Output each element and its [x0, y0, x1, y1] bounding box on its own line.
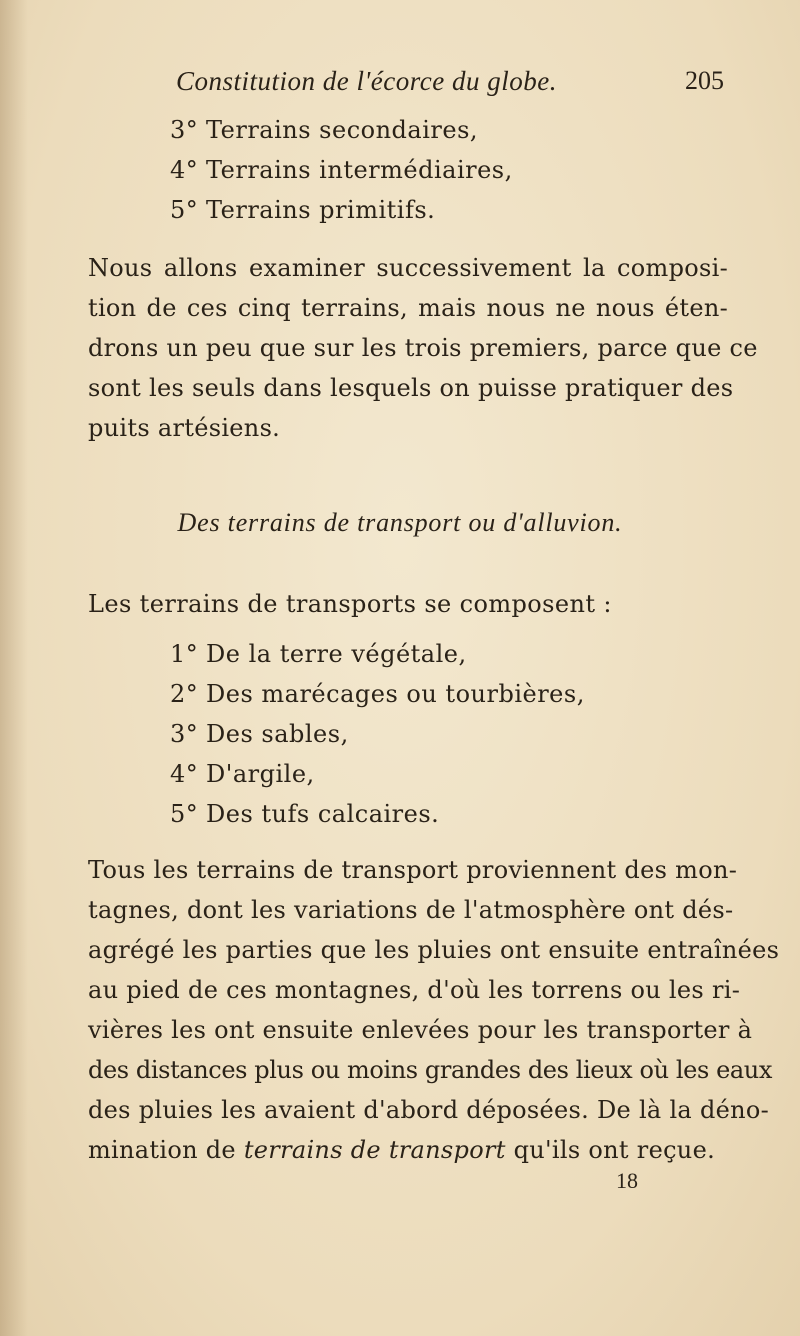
text-line-final [88, 1136, 728, 1164]
text-line: Nous allons examiner successivement la composi- [88, 254, 728, 282]
text-line: des distances plus ou moins grandes des lieux où les eaux [88, 1056, 772, 1084]
text-line: agrégé les parties que les pluies ont ensuite entraînées [88, 936, 780, 964]
list-item-text: De la terre végétale, [206, 640, 467, 668]
text-line: drons un peu que sur les trois premiers, parce que ce [88, 334, 758, 362]
list-item-text: Terrains secondaires, [206, 116, 479, 144]
text-segment: mination de [88, 1136, 244, 1164]
list-item [170, 116, 478, 144]
list-item [170, 680, 585, 708]
list-item-text: Terrains intermédiaires, [206, 156, 513, 184]
text-line: au pied de ces montagnes, d'où les torrens ou les ri- [88, 976, 741, 1004]
list-item-number: 4° [170, 156, 199, 184]
text-line: Tous les terrains de transport proviennent des mon- [88, 856, 738, 884]
italic-term: terrains de transport [243, 1136, 506, 1164]
intro-line: Les terrains de transports se composent : [88, 590, 612, 618]
list-item [170, 156, 513, 184]
page-number: 205 [685, 66, 724, 95]
list-item-text: Des sables, [206, 720, 349, 748]
list-item-number: 3° [170, 116, 199, 144]
list-item-number: 5° [170, 196, 199, 224]
running-title: Constitution de l'écorce du globe. [176, 66, 557, 96]
list-item [170, 640, 467, 668]
page-header [176, 66, 728, 100]
list-item-number: 3° [170, 720, 199, 748]
text-line: tion de ces cinq terrains, mais nous ne nous éten- [88, 294, 728, 322]
text-line: des pluies les avaient d'abord déposées. De là la déno- [88, 1096, 770, 1124]
text-line: vières les ont ensuite enlevées pour les transporter à [88, 1016, 753, 1044]
list-item [170, 720, 349, 748]
list-item [170, 760, 315, 788]
text-line: puits artésiens. [88, 414, 281, 442]
text-segment: qu'ils ont reçue. [505, 1136, 716, 1164]
list-item-number: 2° [170, 680, 199, 708]
section-heading: Des terrains de transport ou d'alluvion. [177, 508, 623, 537]
text-line: sont les seuls dans lesquels on puisse pratiquer des [88, 374, 734, 402]
list-item-number: 5° [170, 800, 199, 828]
list-item [170, 800, 439, 828]
text-line: tagnes, dont les variations de l'atmosphère ont dés- [88, 896, 734, 924]
list-item-text: D'argile, [206, 760, 315, 788]
signature-mark: 18 [616, 1168, 638, 1193]
list-item-number: 4° [170, 760, 199, 788]
list-item [170, 196, 435, 224]
list-item-text: Terrains primitifs. [206, 196, 436, 224]
list-item-text: Des marécages ou tourbières, [206, 680, 585, 708]
list-item-text: Des tufs calcaires. [206, 800, 440, 828]
list-item-number: 1° [170, 640, 199, 668]
